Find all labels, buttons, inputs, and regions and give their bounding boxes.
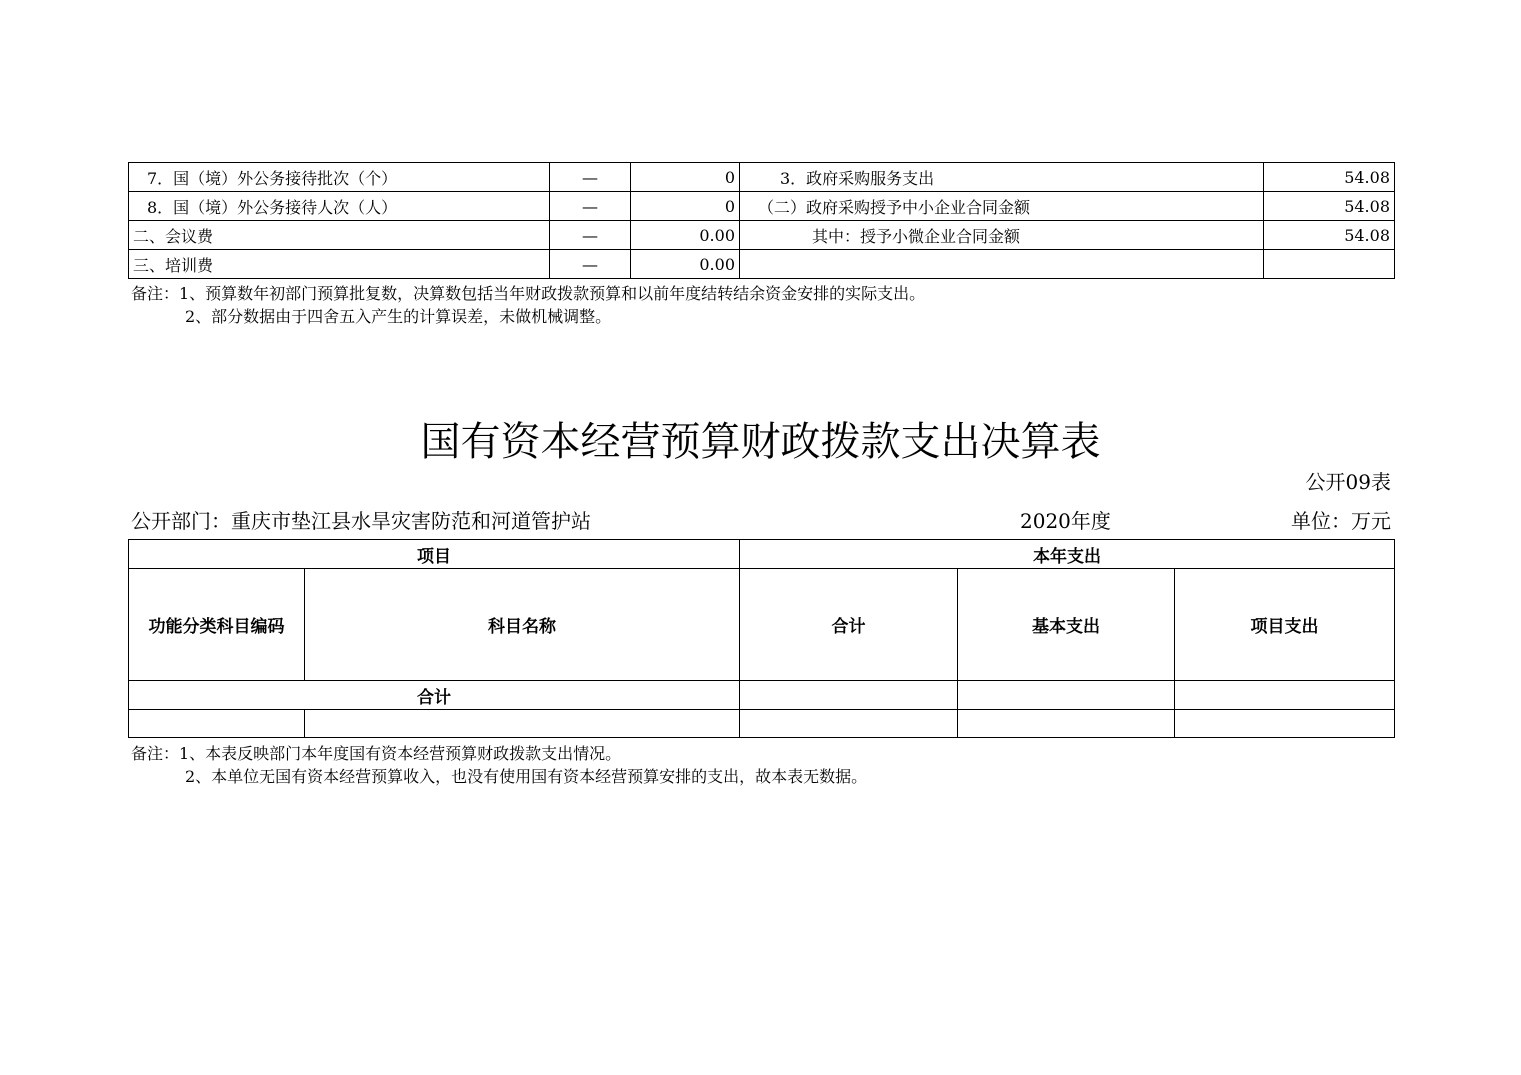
row-dash: — xyxy=(550,192,631,221)
row-label: （二）政府采购授予中小企业合同金额 xyxy=(740,192,1264,221)
header-current-year-expense: 本年支出 xyxy=(740,540,1395,569)
unit-label: 单位：万元 xyxy=(1291,509,1391,533)
header-project: 项目 xyxy=(129,540,740,569)
row-value: 0 xyxy=(631,192,740,221)
page-title: 国有资本经营预算财政拨款支出决算表 xyxy=(420,419,1101,465)
table-row xyxy=(129,710,1395,738)
note-line-2: 2、本单位无国有资本经营预算收入，也没有使用国有资本经营预算安排的支出，故本表无数据。 xyxy=(185,767,868,786)
header-total: 合计 xyxy=(740,569,958,681)
row-label xyxy=(740,250,1264,279)
note-line-1: 备注：1、本表反映部门本年度国有资本经营预算财政拨款支出情况。 xyxy=(131,744,622,763)
header-basic: 基本支出 xyxy=(958,569,1175,681)
public-expense-table xyxy=(128,162,1395,279)
row-dash: — xyxy=(550,221,631,250)
table-number: 公开09表 xyxy=(1305,470,1391,494)
row-value: 0.00 xyxy=(631,221,740,250)
row-value: 54.08 xyxy=(1264,192,1395,221)
header-row xyxy=(129,569,1395,681)
row-label: 8．国（境）外公务接待人次（人） xyxy=(129,192,550,221)
table-row xyxy=(129,163,1395,192)
row-label: 其中：授予小微企业合同金额 xyxy=(740,221,1264,250)
header-row xyxy=(129,540,1395,569)
total-row xyxy=(129,681,1395,710)
department-label: 公开部门：重庆市垫江县水旱灾害防范和河道管护站 xyxy=(131,509,591,533)
basic-cell xyxy=(958,681,1175,710)
row-label: 7．国（境）外公务接待批次（个） xyxy=(129,163,550,192)
row-value: 0.00 xyxy=(631,250,740,279)
row-value: 54.08 xyxy=(1264,163,1395,192)
basic-cell xyxy=(958,710,1175,738)
row-label: 3．政府采购服务支出 xyxy=(740,163,1264,192)
table-row xyxy=(129,192,1395,221)
note-line-1: 备注：1、预算数年初部门预算批复数，决算数包括当年财政拨款预算和以前年度结转结余资金安排的实际支出。 xyxy=(131,284,926,303)
row-value xyxy=(1264,250,1395,279)
header-code: 功能分类科目编码 xyxy=(129,569,305,681)
project-cell xyxy=(1175,681,1395,710)
table-row xyxy=(129,250,1395,279)
total-cell xyxy=(740,681,958,710)
row-dash: — xyxy=(550,250,631,279)
state-capital-expense-table xyxy=(128,539,1395,738)
total-row-label: 合计 xyxy=(129,681,740,710)
fiscal-year: 2020年度 xyxy=(1020,509,1111,533)
total-cell xyxy=(740,710,958,738)
table-row xyxy=(129,221,1395,250)
code-cell xyxy=(129,710,305,738)
note-line-2: 2、部分数据由于四舍五入产生的计算误差，未做机械调整。 xyxy=(185,307,612,326)
header-name: 科目名称 xyxy=(305,569,740,681)
row-label: 二、会议费 xyxy=(129,221,550,250)
row-value: 54.08 xyxy=(1264,221,1395,250)
header-project-expense: 项目支出 xyxy=(1175,569,1395,681)
row-label: 三、培训费 xyxy=(129,250,550,279)
row-value: 0 xyxy=(631,163,740,192)
row-dash: — xyxy=(550,163,631,192)
project-cell xyxy=(1175,710,1395,738)
name-cell xyxy=(305,710,740,738)
